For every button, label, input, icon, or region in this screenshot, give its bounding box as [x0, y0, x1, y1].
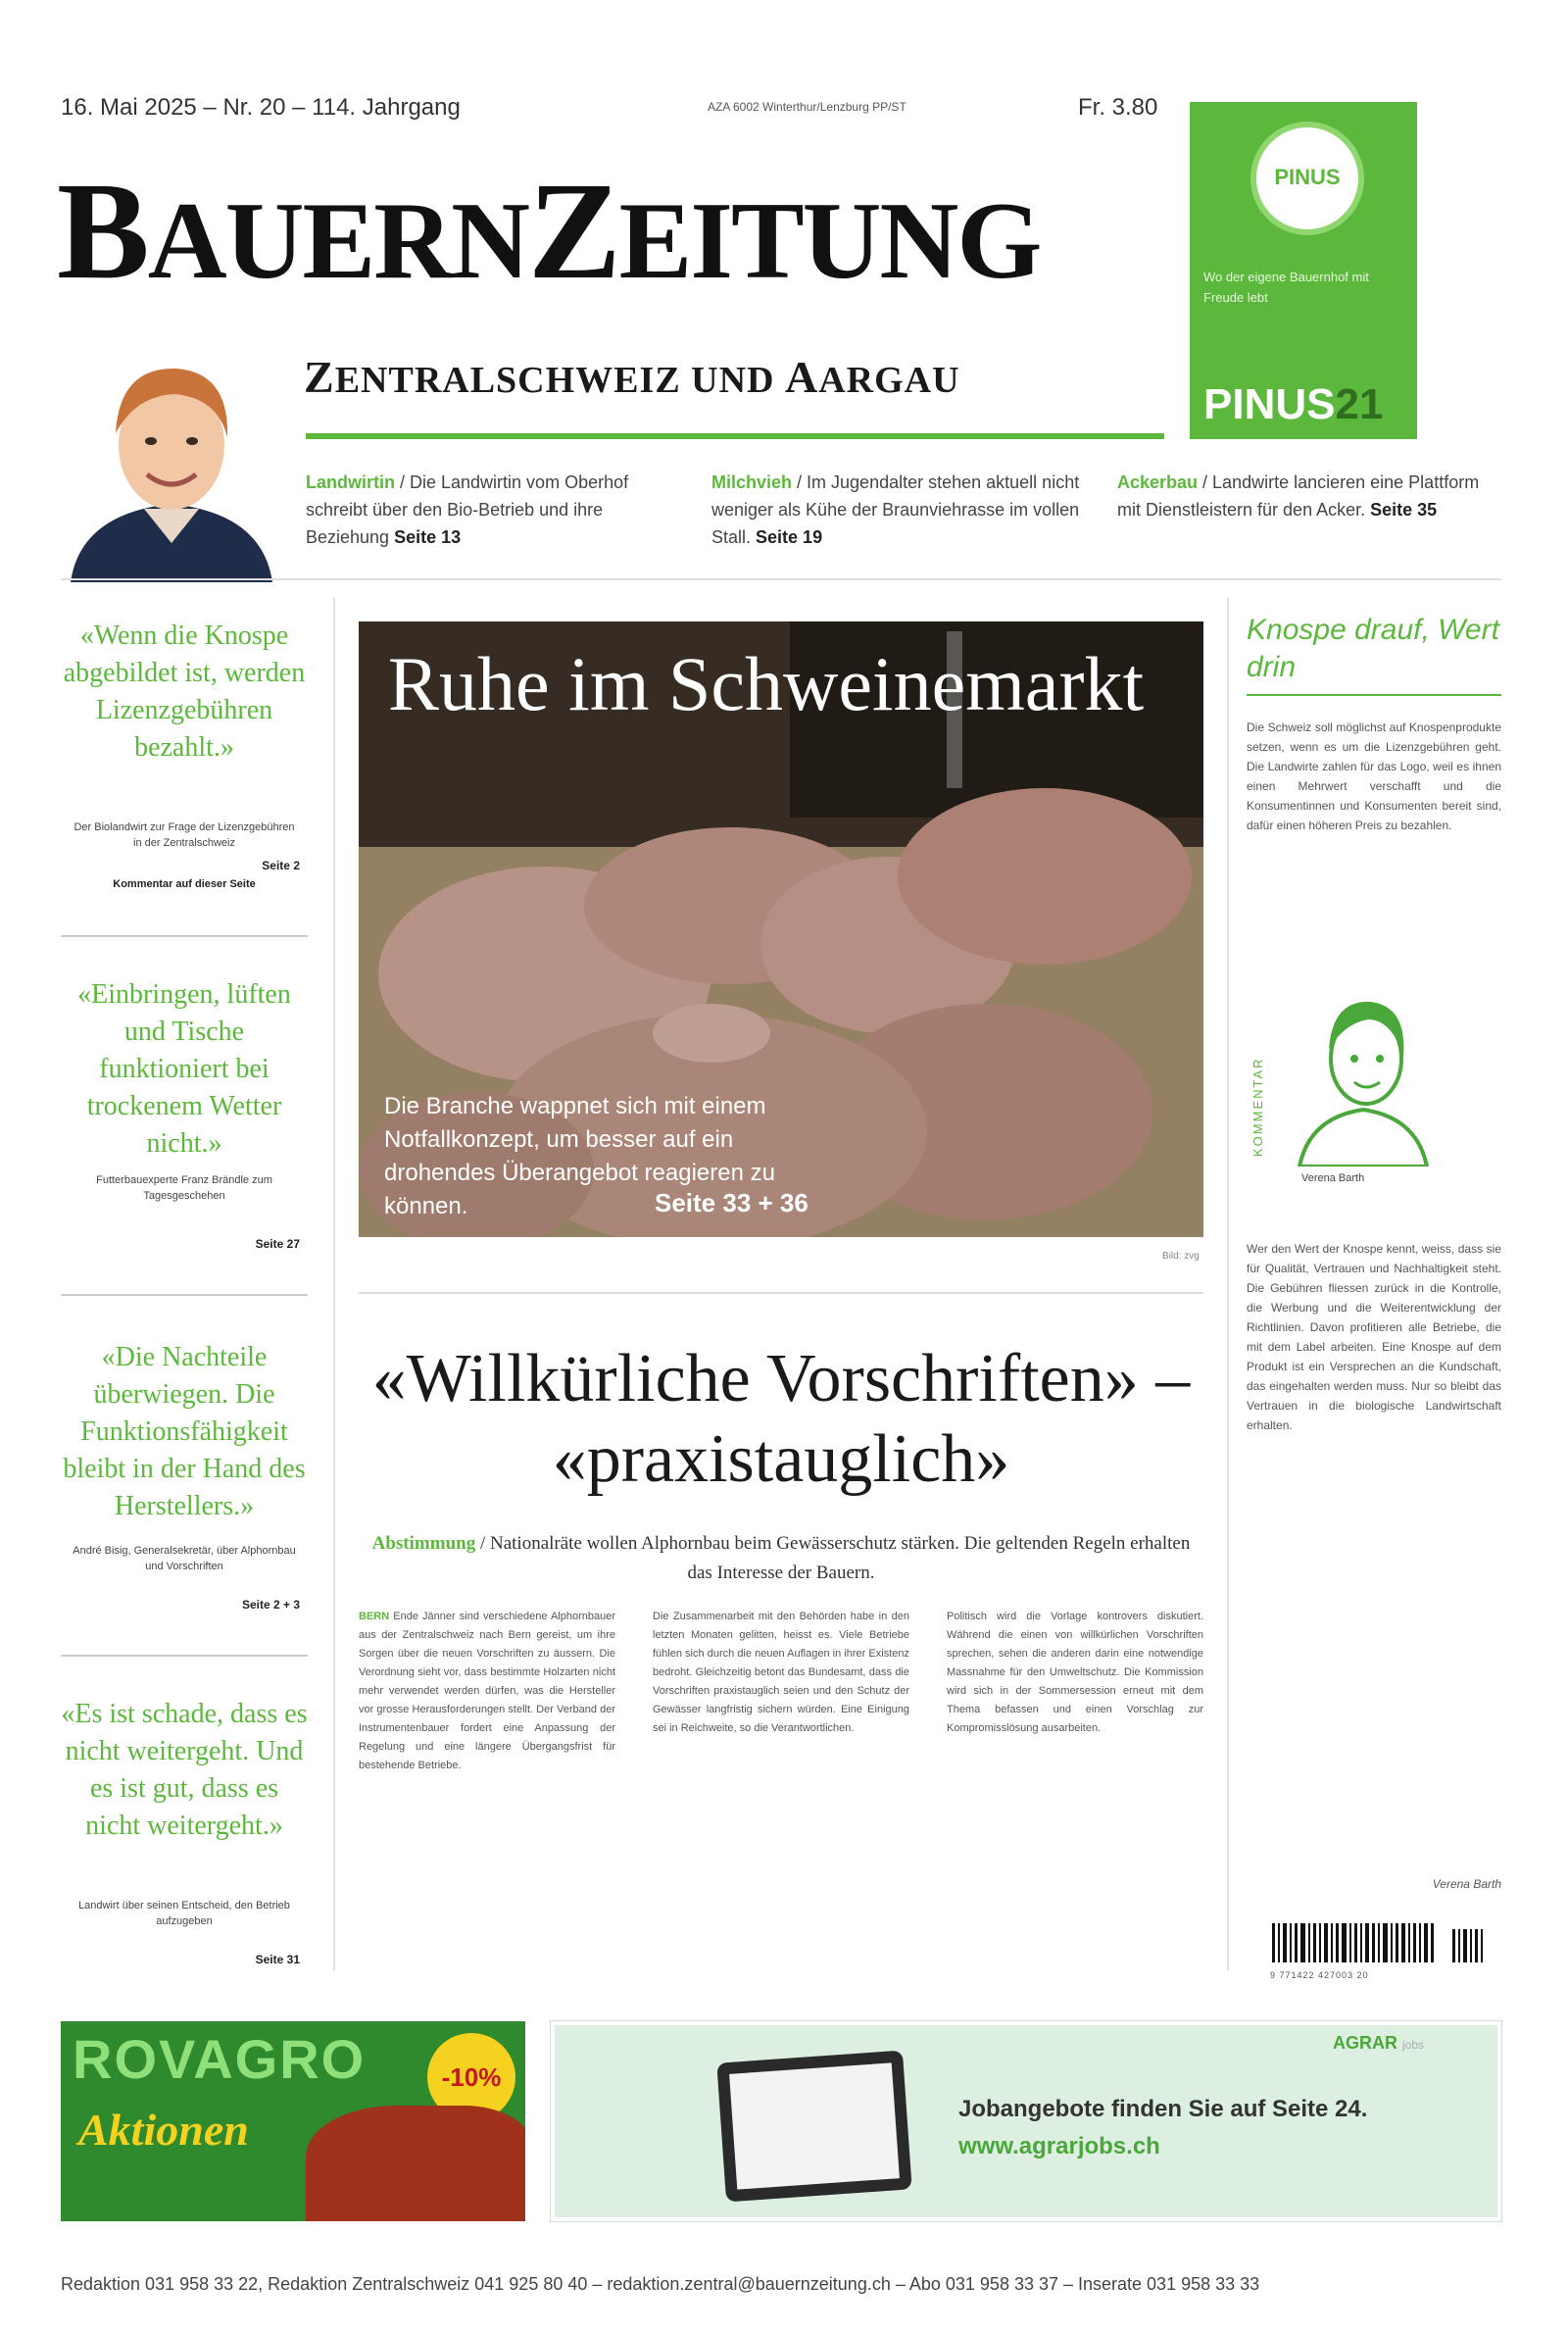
pinus-logo: PINUS21 [1203, 380, 1384, 428]
masthead: BAUERNZEITUNG [57, 153, 1041, 308]
commentary-label: KOMMENTAR [1250, 1057, 1265, 1157]
pinus-promo-box[interactable] [1190, 102, 1417, 439]
quote-2-page[interactable]: Seite 27 [255, 1237, 300, 1251]
teaser-ackerbau[interactable]: Ackerbau / Landwirte lancieren eine Plattform mit Dienstleistern für den Acker. Seite 35 [1117, 472, 1480, 520]
teaser-landwirtin[interactable]: Landwirtin / Die Landwirtin vom Oberhof schreibt über den Bio-Betrieb und ihre Beziehung Seite 13 [306, 472, 629, 547]
agrarjobs-ad[interactable] [551, 2021, 1501, 2221]
masthead-subtitle: ZENTRALSCHWEIZ UND AARGAU [304, 352, 960, 402]
commentary-signoff: Verena Barth [1432, 1877, 1501, 1891]
quote-1-caption: Der Biolandwirt zur Frage der Lizenzgebühren in der Zentralschweiz [74, 821, 295, 849]
quote-1: «Wenn die Knospe abgebildet ist, werden Lizenzgebühren bezahlt.» [63, 620, 306, 763]
rovagro-logo: ROVAGRO [73, 2028, 367, 2090]
quote-2-caption: Futterbauexperte Franz Brändle zum Tagesgeschehen [96, 1174, 272, 1202]
main-lead: Abstimmung / Nationalräte wollen Alphornbau beim Gewässerschutz stärken. Die geltenden Regeln erhalten das Interesse der Bauern. [371, 1533, 1191, 1583]
quote-3-caption: André Bisig, Generalsekretär, über Alphornbau und Vorschriften [73, 1545, 296, 1572]
pinus-text: Wo der eigene Bauernhof mit Freude lebt [1203, 270, 1369, 305]
quote-4-page[interactable]: Seite 31 [255, 1953, 300, 1966]
tablet-icon [716, 2051, 911, 2203]
commentary-text-1: Die Schweiz soll möglichst auf Knospenprodukte setzen, wenn es um die Lizenzgebühren geht. Die Landwirte zahlen für das Logo, weil es ihnen einen Mehrwert verschafft und die Konsumentinnen und Konsumenten bereit sind, dafür einen höheren Preis zu bezahlen. [1247, 720, 1501, 832]
postal-address: AZA 6002 Winterthur/Lenzburg PP/ST [708, 100, 906, 114]
commentary-author: Verena Barth [1301, 1172, 1365, 1184]
quote-4-caption: Landwirt über seinen Entscheid, den Betrieb aufzugeben [78, 1900, 290, 1927]
jobs-url-link[interactable]: www.agrarjobs.ch [958, 2133, 1160, 2159]
quote-1-note: Kommentar auf dieser Seite [113, 878, 256, 890]
main-headline: «Willkürliche Vorschriften» – «praxistauglich» [371, 1341, 1191, 1497]
barcode [1270, 1923, 1488, 1968]
body-column-1: BERN Ende Jänner sind verschiedene Alphornbauer aus der Zentralschweiz nach Bern gereist, um ihre Sorgen über die neuen Vorschriften zu äussern. Die Verordnung sieht vor, dass bestimmte Holzarten nicht mehr verwendet werden dürfen, was die Hersteller vor grosse Herausforderungen stellt. Der Verband der Instrumentenbauer fordert eine Anpassung der Regelung und eine längere Übergangsfrist für bestehende Betriebe. [359, 1611, 615, 1771]
quote-1-page[interactable]: Seite 2 [262, 859, 300, 872]
discount-badge: -10% [427, 2033, 515, 2121]
commentary-text-2: Wer den Wert der Knospe kennt, weiss, dass sie für Qualität, Vertrauen und Nachhaltigkeit steht. Die Gebühren fliessen zurück in die Kontrolle, die Werbung und die Weiterentwicklung der Richtlinien. Davon profitieren alle Betriebe, die mit dem Label arbeiten. Eine Knospe auf dem Produkt ist ein Versprechen an die Kundschaft, das eingehalten werden muss. Nur so bleibt das Vertrauen in die biologische Landwirtschaft erhalten. [1247, 1242, 1501, 1432]
masthead-rule [306, 433, 1164, 439]
ad-script-text: Aktionen [78, 2105, 249, 2155]
lead-photo-caption: Die Branche wappnet sich mit einem Notfallkonzept, um besser auf ein drohendes Überangebot reagieren zu können. [384, 1093, 775, 1219]
price: Fr. 3.80 [1078, 94, 1158, 121]
quote-4: «Es ist schade, dass es nicht weitergeht. Und es ist gut, dass es nicht weitergeht.» [61, 1699, 308, 1841]
animal-illustration [306, 2106, 525, 2221]
body-column-2: Die Zusammenarbeit mit den Behörden habe in den letzten Monaten gelitten, heisst es. Viele Betriebe fühlen sich durch die neuen Auflagen in ihrer Existenz bedroht. Gleichzeitig betont das Bundesamt, dass die Vorschriften praxistauglich seien und den Schutz der Gewässer langfristig sichern würden. Eine Einigung sei in Reichweite, so die Verantwortlichen. [653, 1611, 909, 1734]
pinus-seal-icon: PINUS [1250, 122, 1364, 235]
body-column-3: Politisch wird die Vorlage kontrovers diskutiert. Während die einen von willkürlichen Vorschriften sprechen, sehen die anderen darin eine notwendige Massnahme für den Umweltschutz. Die Kommission wird sich in der Sommersession erneut mit dem Thema befassen und einen Vorschlag zur Kompromisslösung ausarbeiten. [947, 1611, 1203, 1734]
quote-divider [61, 935, 308, 937]
lead-photo-title: Ruhe im Schweinemarkt [388, 641, 1145, 726]
header-divider [61, 578, 1501, 580]
quote-3: «Die Nachteile überwiegen. Die Funktionsfähigkeit bleibt in der Hand des Herstellers.» [63, 1342, 306, 1521]
jobs-text: Jobangebote finden Sie auf Seite 24. [958, 2096, 1368, 2122]
commentary-rule [1247, 694, 1501, 696]
commentary-title: Knospe drauf, Wert drin [1247, 614, 1499, 683]
photo-credit: Bild: zvg [1162, 1251, 1200, 1262]
lead-photo-page[interactable]: Seite 33 + 36 [655, 1188, 808, 1217]
quote-divider [61, 1655, 308, 1657]
quote-divider [61, 1294, 308, 1296]
barcode-digits: 9 771422 427003 20 [1270, 1970, 1369, 1980]
column-rule [1227, 598, 1229, 1970]
quote-3-page[interactable]: Seite 2 + 3 [241, 1598, 300, 1612]
author-sketch [1290, 980, 1437, 1166]
quote-2: «Einbringen, lüften und Tische funktioniert bei trockenem Wetter nicht.» [77, 979, 291, 1159]
agrarjobs-logo: AGRAR jobs [1333, 2033, 1425, 2053]
portrait-photo [61, 337, 282, 582]
rovagro-ad[interactable] [61, 2021, 525, 2221]
teaser-milchvieh[interactable]: Milchvieh / Im Jugendalter stehen aktuell nicht weniger als Kühe der Braunviehrasse im vollen Stall. Seite 19 [711, 472, 1080, 547]
column-rule [333, 598, 335, 1970]
section-divider [359, 1292, 1203, 1294]
dateline: 16. Mai 2025 – Nr. 20 – 114. Jahrgang [61, 94, 461, 121]
footer-contacts: Redaktion 031 958 33 22, Redaktion Zentralschweiz 041 925 80 40 – redaktion.zentral@bauernzeitung.ch – Abo 031 958 33 37 – Inserate 031 958 33 33 [61, 2274, 1260, 2294]
